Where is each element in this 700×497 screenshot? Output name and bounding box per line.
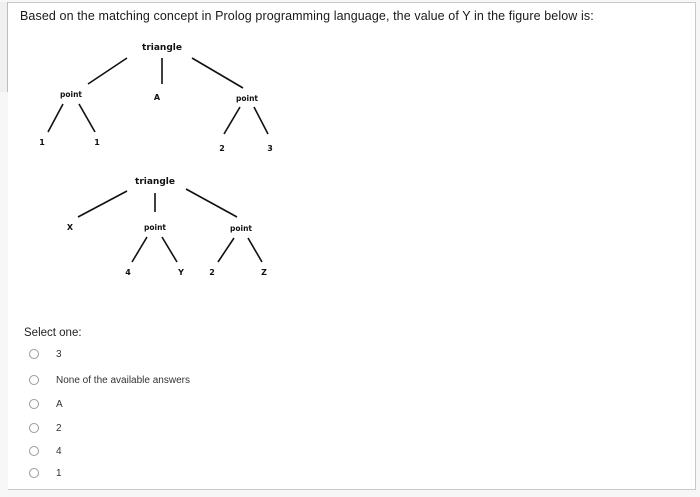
question-text: Based on the matching concept in Prolog programming language, the value of Y in the figure below is: [20,9,594,23]
tree2-middle-node: point [143,223,167,232]
tree1-leaf-3: 2 [219,144,225,153]
answer-option-label: 4 [56,445,62,457]
tree1-leaf-2: 1 [94,138,100,147]
answer-option[interactable] [26,464,62,482]
tree2-right-node: point [229,224,253,233]
term-tree-2 [67,177,267,277]
tree1-middle-node: A [153,93,161,102]
answer-option[interactable] [26,371,190,389]
tree1-right-edge-b [254,107,268,134]
tree2-root: triangle [135,177,175,187]
tree2-middle-edge-a [132,237,147,262]
radio-button[interactable] [29,349,39,359]
tree1-right-edge-a [224,107,240,134]
answer-option-label: None of the available answers [56,374,190,386]
tree2-right-edge-a [218,238,234,262]
tree1-edge-right [192,58,243,88]
tree1-edge-left [88,58,127,84]
radio-button[interactable] [29,375,39,385]
answer-option[interactable] [26,442,62,460]
tree1-root: triangle [142,43,182,53]
tree2-edge-right [186,189,237,217]
tree1-left-edge-a [48,104,63,132]
radio-button[interactable] [29,468,39,478]
tree2-leaf-4: Z [261,268,267,277]
select-one-label: Select one: [24,327,82,339]
tree2-right-edge-b [248,238,262,262]
answer-option[interactable] [26,345,62,363]
answer-option-label: 2 [56,422,62,434]
term-tree-1 [39,43,273,153]
answer-option-label: 3 [56,348,62,360]
tree2-leaf-3: 2 [209,268,215,277]
tree2-middle-edge-b [162,237,177,262]
answer-option[interactable] [26,395,63,413]
tree1-left-edge-b [79,104,95,132]
radio-button[interactable] [29,399,39,409]
tree2-edge-left [78,191,127,217]
tree1-left-node: point [59,90,83,99]
answer-option[interactable] [26,419,62,437]
answer-option-label: 1 [56,467,62,479]
tree2-leaf-2: Y [178,268,184,277]
answer-option-label: A [56,398,63,410]
radio-button[interactable] [29,423,39,433]
tree2-left-node: X [66,223,74,232]
tree2-leaf-1: 4 [125,268,131,277]
tree1-leaf-1: 1 [39,138,45,147]
radio-button[interactable] [29,446,39,456]
tree1-leaf-4: 3 [267,144,273,153]
tree1-right-node: point [235,94,259,103]
